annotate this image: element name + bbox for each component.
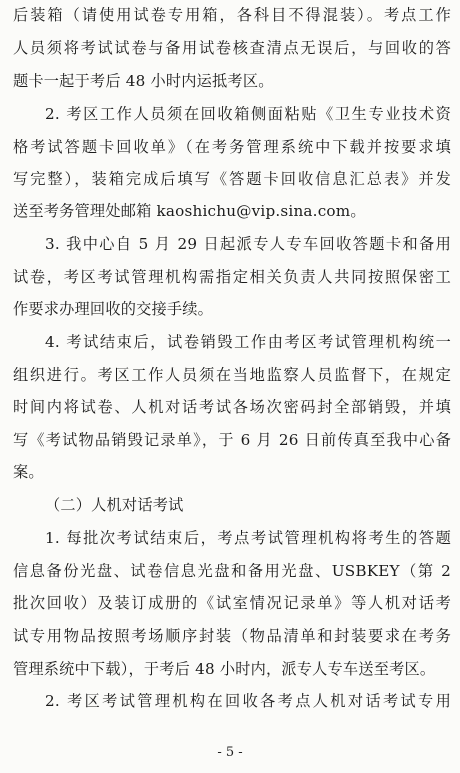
text-line: 题卡一起于考后 48 小时内运抵考区。 (13, 72, 274, 90)
text-line: 组织进行。考区工作人员须在当地监察人员监督下，在规定 (13, 366, 451, 384)
section-heading: （二）人机对话考试 (45, 496, 184, 514)
paragraph-start-line: 1. 每批次考试结束后，考点考试管理机构将考生的答题 (45, 529, 451, 547)
text-line: 试专用物品按照考场顺序封装（物品清单和封装要求在考务 (13, 627, 451, 645)
text-line: 时间内将试卷、人机对话考试各场次密码封全部销毁，并填 (13, 398, 451, 416)
text-line: 作要求办理回收的交接手续。 (13, 300, 214, 318)
paragraph-start-line: 4. 考试结束后，试卷销毁工作由考区考试管理机构统一 (45, 333, 451, 351)
text-line: 写《考试物品销毁记录单》，于 6 月 26 日前传真至我中心备 (13, 431, 451, 449)
text-line: 信息备份光盘、试卷信息光盘和备用光盘、USBKEY（第 2 (13, 562, 451, 580)
text-line: 送至考务管理处邮箱 kaoshichu@vip.sina.com。 (13, 202, 366, 220)
text-line: 人员须将考试试卷与备用试卷核查清点无误后，与回收的答 (13, 39, 451, 57)
paragraph-start-line: 2. 考区考试管理机构在回收各考点人机对话考试专用 (45, 692, 451, 710)
text-line: 案。 (13, 463, 44, 481)
text-line: 试卷，考区考试管理机构需指定相关负责人共同按照保密工 (13, 268, 451, 286)
text-line: 格考试答题卡回收单》（在考务管理系统中下载并按要求填 (13, 138, 451, 156)
paragraph-start-line: 2. 考区工作人员须在回收箱侧面粘贴《卫生专业技术资 (45, 105, 451, 123)
text-line: 后装箱（请使用试卷专用箱，各科目不得混装）。考点工作 (13, 6, 451, 24)
text-line: 写完整），装箱完成后填写《答题卡回收信息汇总表》并发 (13, 170, 451, 188)
text-line: 批次回收）及装订成册的《试室情况记录单》等人机对话考 (13, 594, 451, 612)
page-number: - 5 - (217, 745, 243, 760)
paragraph-start-line: 3. 我中心自 5 月 29 日起派专人专车回收答题卡和备用 (45, 235, 451, 253)
text-line: 管理系统中下载），于考后 48 小时内，派专人专车送至考区。 (13, 660, 436, 678)
